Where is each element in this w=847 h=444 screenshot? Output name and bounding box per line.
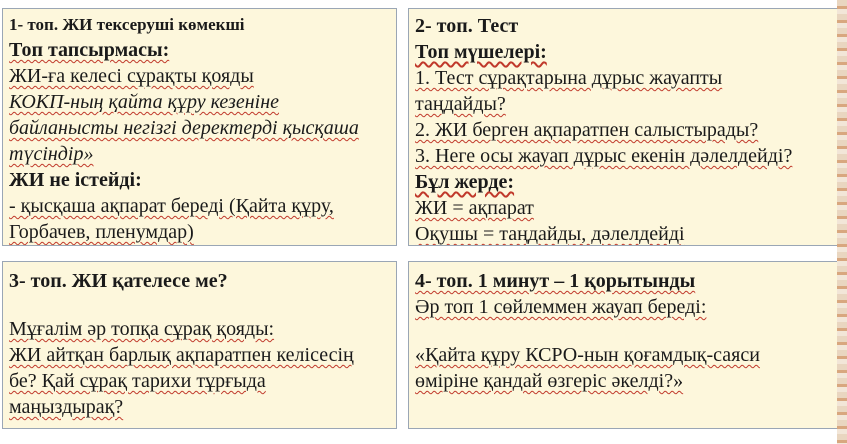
- group-2-card: [408, 8, 838, 246]
- group-4-card: [408, 261, 838, 429]
- group-2-item: таңдайды?: [415, 93, 506, 115]
- group-3-title: 3- топ. ЖИ қателесе ме?: [9, 270, 228, 292]
- group-1-task-line: КОКП-ның қайта құру кезеніне: [9, 91, 279, 113]
- group-2-equation: Оқушы = таңдайды, дәлелдейді: [415, 223, 685, 245]
- group-1-task-line: ЖИ-ға келесі сұрақты қояды: [9, 65, 254, 87]
- group-1-ai-line: Горбачев, пленумдар): [9, 221, 194, 243]
- group-4-title: 4- топ. 1 минут – 1 қорытынды: [415, 270, 696, 292]
- group-1-title: 1- топ. ЖИ тексеруші көмекші: [9, 15, 245, 34]
- group-4-subtitle: Әр топ 1 сөйлеммен жауап береді:: [415, 296, 707, 318]
- group-3-card: [2, 261, 397, 429]
- group-1-task-heading: Топ тапсырмасы:: [9, 39, 170, 61]
- group-4-quote-line: «Қайта құру КСРО-нын қоғамдық-саяси: [415, 344, 760, 366]
- group-3-line: бе? Қай сұрақ тарихи тұрғыда: [9, 370, 266, 392]
- group-2-title: 2- топ. Тест: [415, 15, 519, 37]
- group-2-item: 3. Неге осы жауап дұрыс екенін дәлелдейді?: [415, 145, 793, 167]
- group-3-line: маңыздырақ?: [9, 396, 124, 418]
- spacer: [9, 294, 390, 316]
- group-2-item: 1. Тест сұрақтарына дұрыс жауапты: [415, 67, 723, 89]
- group-1-ai-heading: ЖИ не істейді:: [9, 169, 142, 191]
- group-2-equation: ЖИ = ақпарат: [415, 197, 534, 219]
- group-1-ai-line: - қысқаша ақпарат береді (Қайта құру,: [9, 195, 334, 217]
- spacer: [415, 320, 831, 342]
- group-3-line: Мұғалім әр топқа сұрақ қояды:: [9, 318, 275, 340]
- group-4-quote-line: өміріне қандай өзгеріс әкелді?»: [415, 370, 684, 392]
- group-3-line: ЖИ айтқан барлық ақпаратпен келісесің: [9, 344, 354, 366]
- group-1-task-line: байланысты негізгі деректерді қысқаша: [9, 117, 359, 139]
- group-2-item: 2. ЖИ берген ақпаратпен салыстырады?: [415, 119, 759, 141]
- group-2-members-heading: Топ мүшелері:: [415, 41, 547, 63]
- group-1-card: [2, 8, 397, 246]
- group-1-task-line: түсіндір»: [9, 143, 94, 165]
- group-2-here-heading: Бұл жерде:: [415, 171, 515, 193]
- decorative-side-stripe: [837, 0, 847, 444]
